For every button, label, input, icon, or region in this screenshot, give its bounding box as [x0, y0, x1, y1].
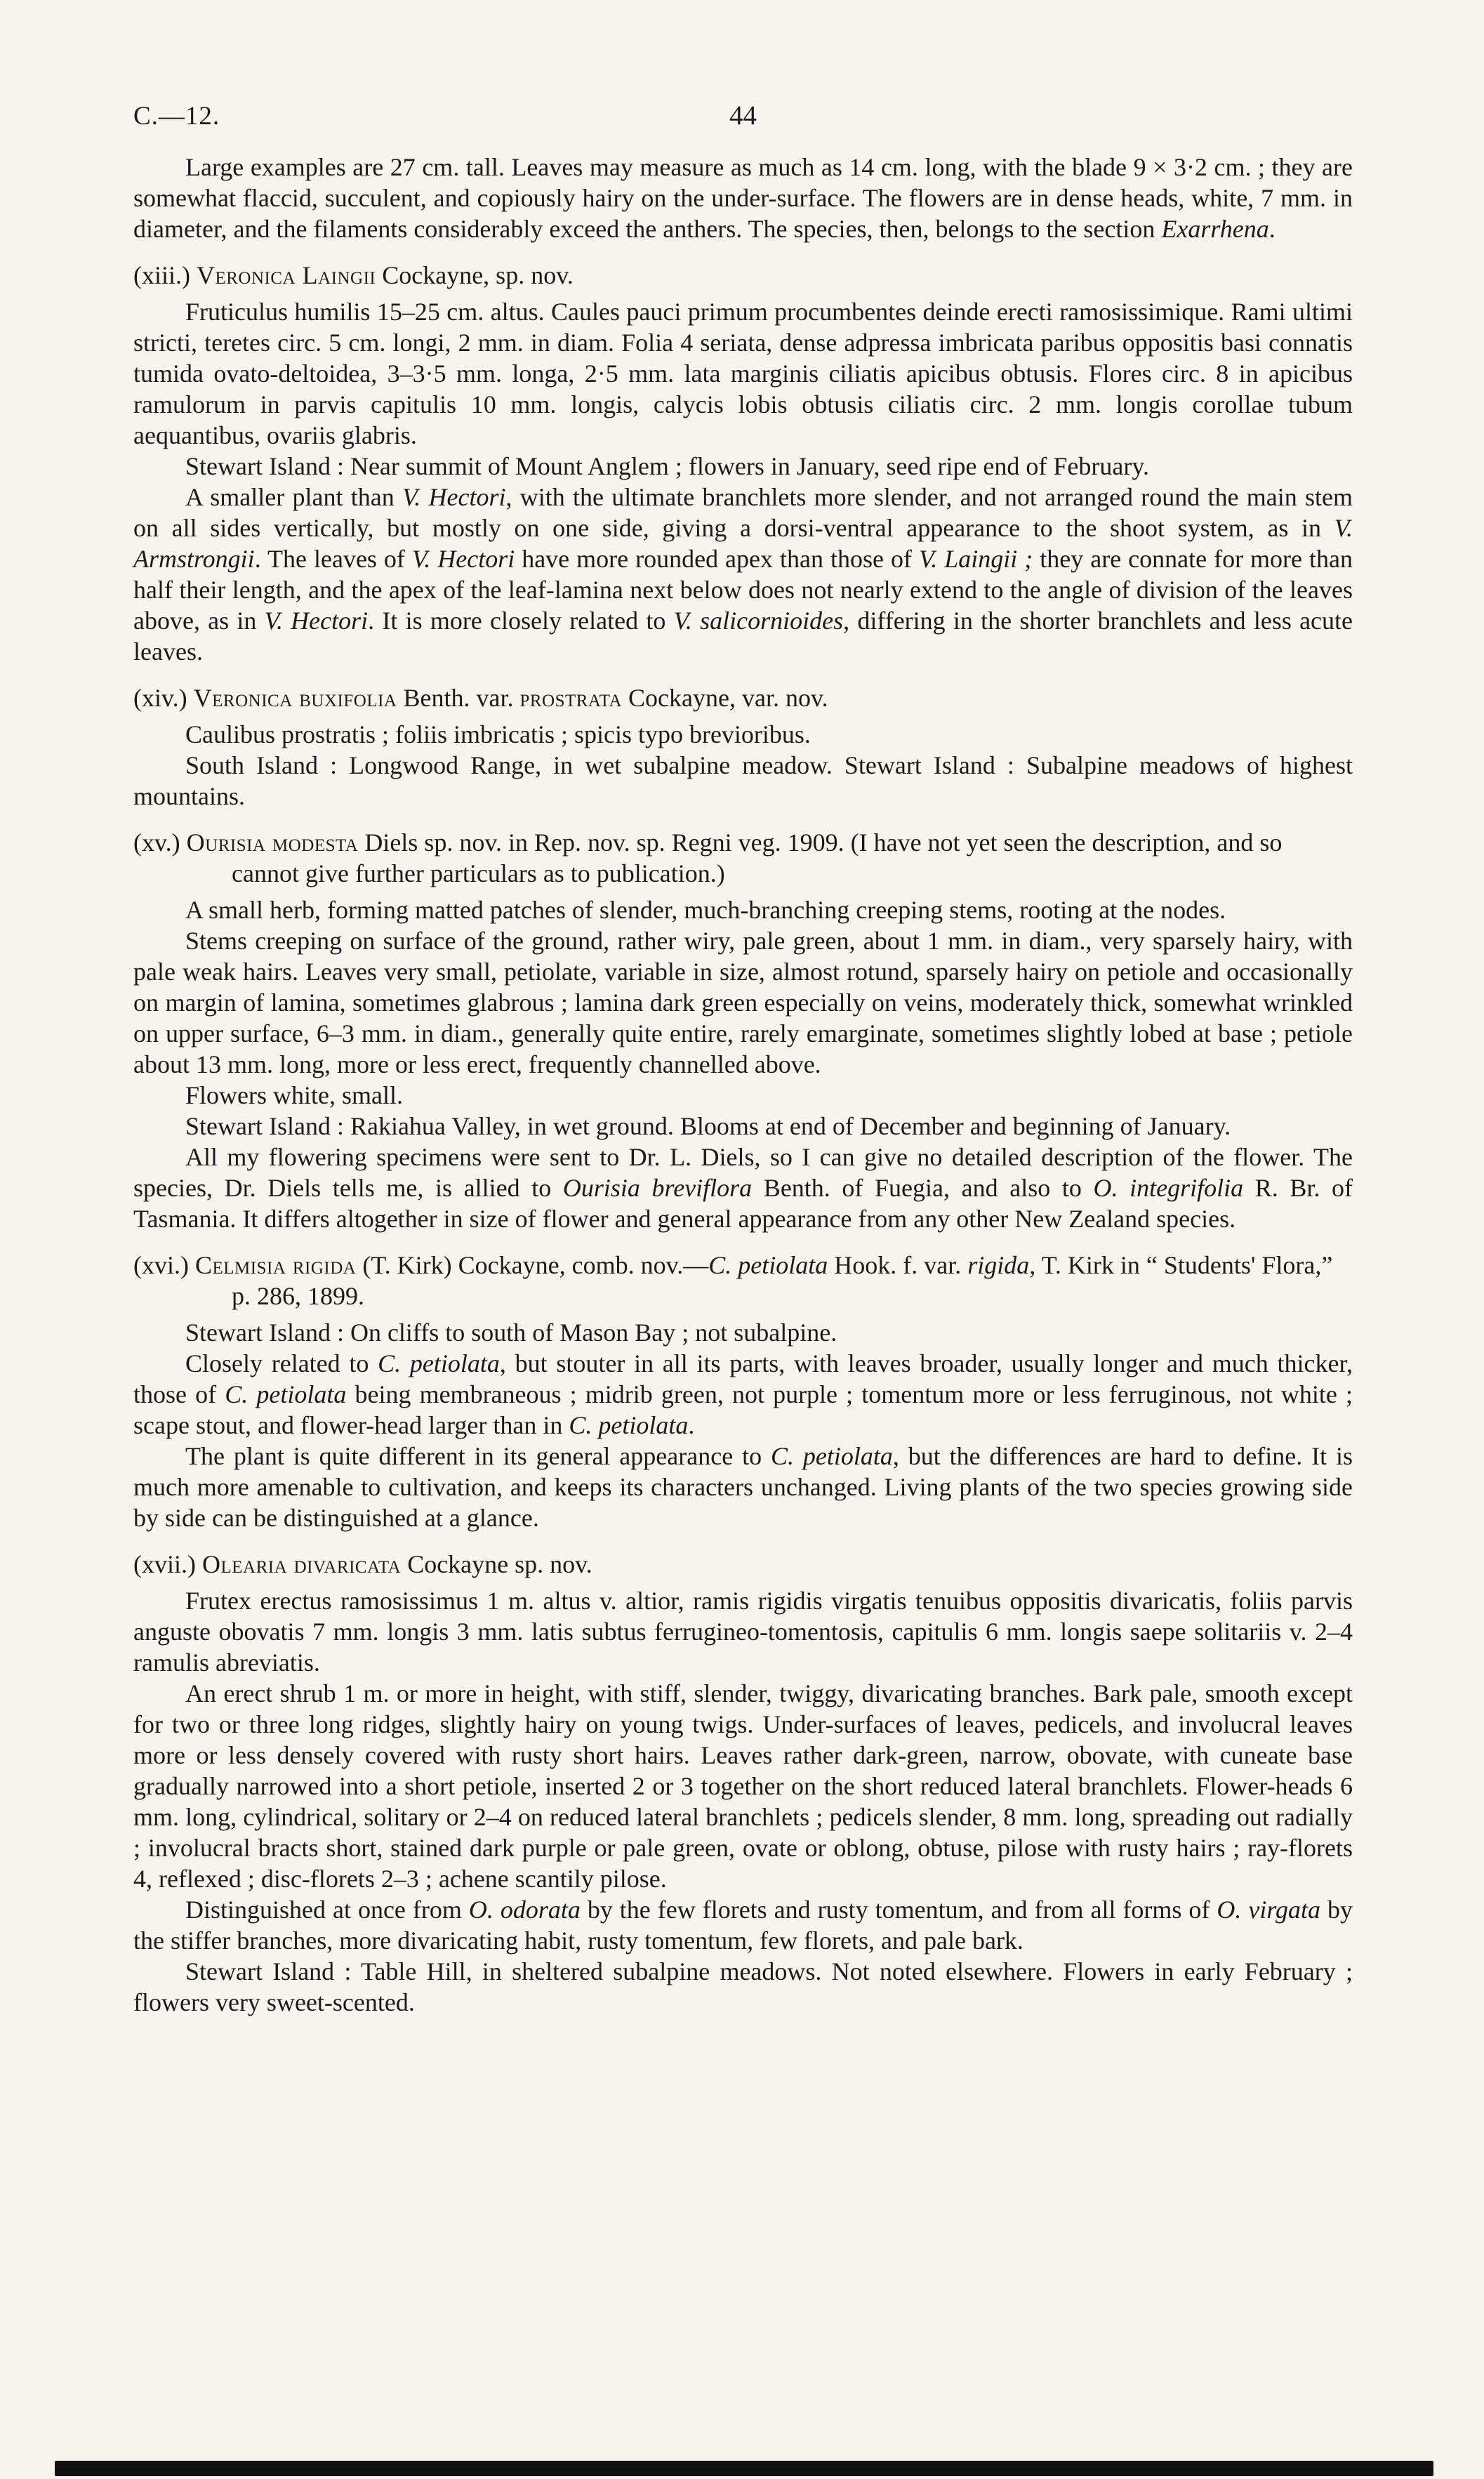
- description-ourisia-stems: [133, 925, 1353, 1080]
- text-run: Stems creeping on surface of the ground, rather wiry, pale green, about 1 mm. in diam., very sparsely hairy, with pale weak hairs. Leaves very small, petiolate, variable in size, almost rotund, sparsely hairy on petiole and occasionally on margin of lamina, sometimes glabrous ; lamina dark green especially on veins, moderately thick, somewhat wrinkled on upper surface, 6–3 mm. in diam., generally quite entire, rarely emarginate, sometimes slightly lobed at base ; petiole about 13 mm. long, more or less erect, frequently channelled above.: [133, 927, 1353, 1078]
- locality-olearia-divaricata: [133, 1956, 1353, 2018]
- italic-text: O. odorata: [468, 1896, 581, 1924]
- heading-olearia-divaricata: [133, 1549, 1353, 1580]
- comparison-olearia-divaricata: [133, 1894, 1353, 1956]
- text-run: Stewart Island : Near summit of Mount Anglem ; flowers in January, seed ripe end of February.: [185, 452, 1150, 480]
- page-number: 44: [729, 100, 757, 131]
- heading-ourisia-modesta: [133, 827, 1353, 889]
- text-run: South Island : Longwood Range, in wet subalpine meadow. Stewart Island : Subalpine meadows of highest mountains.: [133, 751, 1353, 810]
- text-run: , but the differences are hard to define. It is much more amenable to cultivation, and keeps its characters unchanged. Living plants of the two species growing side by side can be distinguished at a glance.: [133, 1442, 1353, 1532]
- text-run: (xiv.): [133, 684, 194, 712]
- comparison-celmisia-rigida: [133, 1348, 1353, 1441]
- text-run: All my flowering specimens were sent to Dr. L. Diels, so I can give no detailed description of the flower. The species, Dr. Diels tells me, is allied to: [133, 1143, 1353, 1202]
- comparison-veronica-laingii: [133, 482, 1353, 667]
- latin-diagnosis-olearia-divaricata: [133, 1585, 1353, 1678]
- text-run: Hook. f. var.: [828, 1251, 968, 1279]
- text-run: Benth. of Fuegia, and also to: [752, 1174, 1094, 1202]
- text-run: Stewart Island : Table Hill, in sheltered subalpine meadows. Not noted elsewhere. Flowers in early February ; flowers very sweet-scented.: [133, 1957, 1353, 2016]
- italic-text: V. Hectori: [411, 545, 515, 573]
- text-run: Diels sp. nov. in Rep. nov. sp. Regni veg. 1909. (I have not yet seen the description, and so cannot give further particulars as to publication.): [232, 828, 1283, 887]
- text-run: A small herb, forming matted patches of slender, much-branching creeping stems, rooting at the nodes.: [185, 896, 1226, 924]
- text-run: , with the ultimate branchlets more slender, and not arranged round the main stem on all sides vertically, but mostly on one side, giving a dorsi-ventral appearance to the shoot system, as in: [133, 483, 1353, 542]
- smallcaps-taxon-name: Celmisia rigida: [194, 1251, 357, 1279]
- latin-diagnosis-prostrata: [133, 719, 1353, 750]
- smallcaps-taxon-name: Olearia divaricata: [201, 1550, 402, 1578]
- italic-text: V. Hectori: [264, 607, 369, 635]
- report-code: C.—12.: [133, 102, 220, 131]
- text-run: (xiii.): [133, 261, 197, 289]
- italic-text: C. petiolata: [569, 1411, 689, 1439]
- text-run: Stewart Island : Rakiahua Valley, in wet ground. Blooms at end of December and beginning of January.: [185, 1112, 1231, 1140]
- italic-text: V. Hectori: [402, 483, 506, 511]
- locality-celmisia-rigida: [133, 1317, 1353, 1348]
- italic-text: C. petiolata: [378, 1349, 500, 1377]
- latin-diagnosis-veronica-laingii: [133, 296, 1353, 451]
- text-run: (xvi.): [133, 1251, 195, 1279]
- text-run: A smaller plant than: [185, 483, 402, 511]
- italic-text: V. salicornioides: [673, 607, 844, 635]
- locality-ourisia-modesta: [133, 1111, 1353, 1142]
- italic-text: C. petiolata: [225, 1380, 347, 1408]
- text-run: have more rounded apex than those of: [515, 545, 919, 573]
- text-run: An erect shrub 1 m. or more in height, with stiff, slender, twiggy, divaricating branches. Bark pale, smooth except for two or three long ridges, slightly hairy on young twigs. Under-surfaces of leaves, pedicels, and involucral leaves more or less densely covered with rusty short hairs. Leaves rather dark-green, narrow, obovate, with cuneate base gradually narrowed into a short petiole, inserted 2 or 3 together on the short reduced lateral branchlets. Flower-heads 6 mm. long, cylindrical, solitary or 2–4 on reduced lateral branchlets ; pedicels slender, 8 mm. long, spreading out radially ; involucral bracts short, stained dark purple or pale green, ovate or oblong, obtuse, pilose with rusty hairs ; ray-florets 4, reflexed ; disc-florets 2–3 ; achene scantily pilose.: [133, 1679, 1353, 1893]
- text-run: Closely related to: [185, 1349, 378, 1377]
- text-run: Frutex erectus ramosissimus 1 m. altus v. altior, ramis rigidis virgatis tenuibus oppositis divaricatis, foliis parvis anguste obovatis 7 mm. longis 3 mm. latis subtus ferrugineo-tomentosis, capitulis 6 mm. longis saepe solitariis v. 2–4 ramulis abreviatis.: [133, 1587, 1353, 1677]
- italic-text: Exarrhena: [1161, 215, 1269, 243]
- text-run: Cockayne, var. nov.: [622, 684, 828, 712]
- text-run: Cockayne, sp. nov.: [376, 261, 574, 289]
- text-run: , but stouter in all its parts, with leaves broader, usually longer and much thicker, those of: [133, 1349, 1353, 1408]
- text-run: Caulibus prostratis ; foliis imbricatis ; spicis typo brevioribus.: [185, 720, 811, 748]
- text-run: R. Br. of Tasmania. It differs altogether in size of flower and general appearance from any other New Zealand species.: [133, 1174, 1353, 1233]
- scan-edge-bar: [55, 2461, 1433, 2476]
- description-olearia-divaricata: [133, 1678, 1353, 1894]
- heading-veronica-buxifolia-prostrata: [133, 682, 1353, 713]
- text-run: Stewart Island : On cliffs to south of Mason Bay ; not subalpine.: [185, 1318, 837, 1347]
- discussion-celmisia-rigida: [133, 1441, 1353, 1533]
- text-run: .: [1268, 215, 1276, 243]
- smallcaps-taxon-name: Ourisia modesta: [186, 828, 359, 857]
- heading-veronica-laingii: [133, 260, 1353, 291]
- text-run: Benth. var.: [397, 684, 520, 712]
- description-ourisia-habit: [133, 894, 1353, 925]
- italic-text: C. petiolata: [770, 1442, 893, 1470]
- italic-text: V. Laingii ;: [918, 545, 1033, 573]
- text-run: they are connate for more than half their length, and the apex of the leaf-lamina next below does not nearly extend to the angle of division of the leaves above, as in: [133, 545, 1353, 635]
- intro-exarrhena-paragraph: [133, 152, 1353, 244]
- text-run: , differing in the shorter branchlets and less acute leaves.: [133, 607, 1353, 666]
- text-run: . It is more closely related to: [368, 607, 674, 635]
- text-run: (xvii.): [133, 1550, 202, 1578]
- text-run: (T. Kirk) Cockayne, comb. nov.—: [356, 1251, 709, 1279]
- text-run: Fruticulus humilis 15–25 cm. altus. Caules pauci primum procumbentes deinde erecti ramosissimique. Rami ultimi stricti, teretes circ. 5 cm. longi, 2 mm. in diam. Folia 4 seriata, dense adpressa imbricata paribus oppositis basi connatis tumida ovato-deltoidea, 3–3·5 mm. longa, 2·5 mm. lata marginis ciliatis apicibus obtusis. Flores circ. 8 in apicibus ramulorum in parvis capitulis 10 mm. longis, calycis lobis obtusis ciliatis circ. 2 mm. longis corollae tubum aequantibus, ovariis glabris.: [133, 298, 1353, 449]
- italic-text: O. integrifolia: [1093, 1174, 1244, 1202]
- locality-prostrata: [133, 750, 1353, 812]
- text-run: The plant is quite different in its general appearance to: [185, 1442, 771, 1470]
- italic-text: Ourisia breviflora: [562, 1174, 753, 1202]
- description-ourisia-flowers: [133, 1080, 1353, 1111]
- text-run: Flowers white, small.: [185, 1081, 403, 1109]
- italic-text: V. Armstrongii: [133, 514, 1353, 573]
- text-run: Distinguished at once from: [185, 1896, 469, 1924]
- discussion-ourisia-modesta: [133, 1142, 1353, 1234]
- text-run: Cockayne sp. nov.: [401, 1550, 592, 1578]
- text-run: .: [688, 1411, 695, 1439]
- smallcaps-taxon-name: Veronica Laingii: [196, 261, 376, 289]
- locality-veronica-laingii: [133, 451, 1353, 482]
- text-run: , T. Kirk in “ Students' Flora,” p. 286, 1899.: [232, 1251, 1333, 1310]
- text-run: by the stiffer branches, more divaricating habit, rusty tomentum, few florets, and pale bark.: [133, 1896, 1353, 1955]
- page-body-text: [133, 152, 1353, 2018]
- text-run: Large examples are 27 cm. tall. Leaves may measure as much as 14 cm. long, with the blade 9 × 3·2 cm. ; they are somewhat flaccid, succulent, and copiously hairy on the under-surface. The flowers are in dense heads, white, 7 mm. in diameter, and the filaments considerably exceed the anthers. The species, then, belongs to the section: [133, 153, 1353, 243]
- italic-text: rigida: [967, 1251, 1030, 1279]
- heading-celmisia-rigida: [133, 1250, 1353, 1311]
- text-run: being membraneous ; midrib green, not purple ; tomentum more or less ferruginous, not white ; scape stout, and flower-head larger than in: [133, 1380, 1353, 1439]
- text-run: by the few florets and rusty tomentum, and from all forms of: [580, 1896, 1217, 1924]
- smallcaps-taxon-name: Veronica buxifolia: [193, 684, 397, 712]
- italic-text: O. virgata: [1217, 1896, 1321, 1924]
- smallcaps-taxon-name: prostrata: [519, 684, 623, 712]
- page-header: [133, 100, 1353, 136]
- text-run: (xv.): [133, 828, 187, 857]
- text-run: . The leaves of: [254, 545, 412, 573]
- italic-text: C. petiolata: [708, 1251, 828, 1279]
